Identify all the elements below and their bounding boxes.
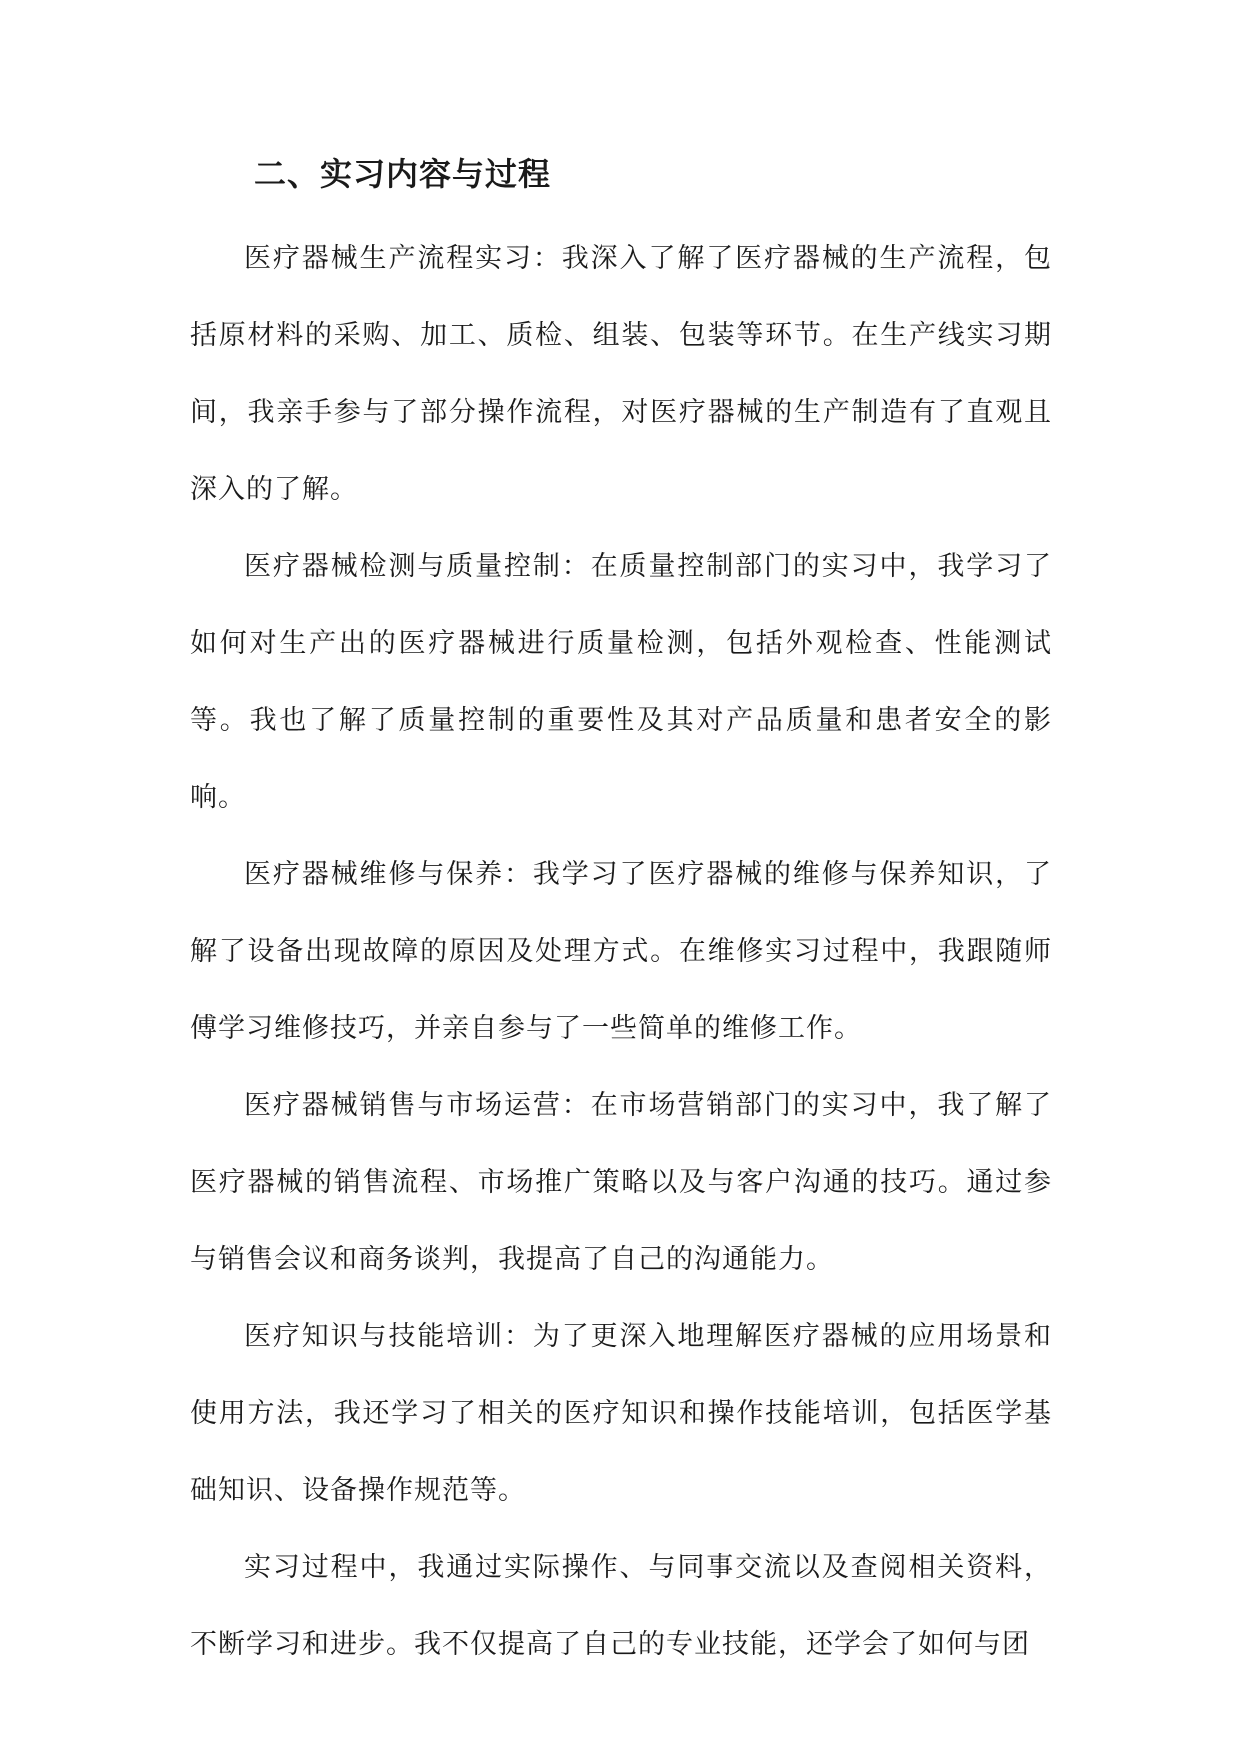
paragraph-maintenance: 医疗器械维修与保养：我学习了医疗器械的维修与保养知识，了解了设备出现故障的原因及处理方式。在维修实习过程中，我跟随师傅学习维修技巧，并亲自参与了一些简单的维修工作。 bbox=[190, 859, 1052, 1044]
section-title: 二、实习内容与过程 bbox=[254, 155, 552, 193]
document-body bbox=[190, 150, 1052, 1683]
paragraph-medical-training: 医疗知识与技能培训：为了更深入地理解医疗器械的应用场景和使用方法，我还学习了相关的医疗知识和操作技能培训，包括医学基础知识、设备操作规范等。 bbox=[190, 1321, 1052, 1506]
paragraph-production-process: 医疗器械生产流程实习：我深入了解了医疗器械的生产流程，包括原材料的采购、加工、质检、组装、包装等环节。在生产线实习期间，我亲手参与了部分操作流程，对医疗器械的生产制造有了直观且深入的了解。 bbox=[190, 243, 1052, 505]
paragraph-quality-control: 医疗器械检测与质量控制：在质量控制部门的实习中，我学习了如何对生产出的医疗器械进行质量检测，包括外观检查、性能测试等。我也了解了质量控制的重要性及其对产品质量和患者安全的影响。 bbox=[190, 551, 1052, 813]
paragraph-learning-progress: 实习过程中，我通过实际操作、与同事交流以及查阅相关资料，不断学习和进步。我不仅提高了自己的专业技能，还学会了如何与团 bbox=[190, 1552, 1052, 1660]
paragraph-sales-marketing: 医疗器械销售与市场运营：在市场营销部门的实习中，我了解了医疗器械的销售流程、市场推广策略以及与客户沟通的技巧。通过参与销售会议和商务谈判，我提高了自己的沟通能力。 bbox=[190, 1090, 1052, 1275]
